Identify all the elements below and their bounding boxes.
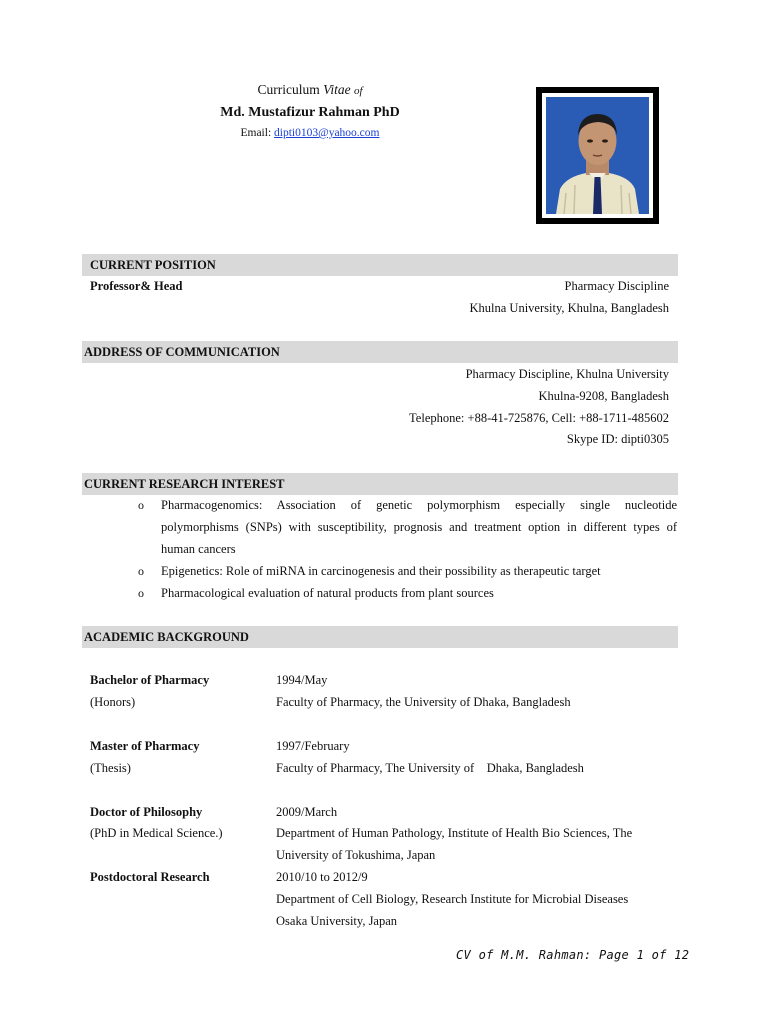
bullet-marker: o <box>138 498 144 512</box>
academic-bar <box>82 626 678 648</box>
degree-name: Bachelor of Pharmacy <box>90 673 210 687</box>
current-position-bar <box>82 254 678 276</box>
degree-detail: Department of Cell Biology, Research Institute for Microbial Diseases <box>276 892 629 906</box>
bullet-marker: o <box>138 586 144 600</box>
degree-name: Doctor of Philosophy <box>90 805 203 819</box>
degree-date: 2009/March <box>276 805 338 819</box>
degree-sub: (Thesis) <box>90 761 131 775</box>
position-line-1: Pharmacy Discipline <box>564 279 669 293</box>
cv-heading <box>0 82 620 99</box>
degree-detail: Faculty of Pharmacy, the University of Dhaka, Bangladesh <box>276 695 571 709</box>
research-item-1-line-1: Pharmacogenomics: Association of genetic polymorphism especially single nucleotide <box>161 498 677 512</box>
degree-detail: University of Tokushima, Japan <box>276 848 436 862</box>
current-position-title: CURRENT POSITION <box>90 258 216 272</box>
research-item-3: Pharmacological evaluation of natural products from plant sources <box>161 586 494 600</box>
research-title: CURRENT RESEARCH INTEREST <box>84 477 285 491</box>
research-item-1-line-3: human cancers <box>161 542 236 556</box>
vitae-label: Vitae <box>323 82 351 97</box>
degree-detail: Department of Human Pathology, Institute of Health Bio Sciences, The <box>276 826 633 840</box>
degree-detail: Osaka University, Japan <box>276 914 398 928</box>
degree-date: 1994/May <box>276 673 328 687</box>
address-title: ADDRESS OF COMMUNICATION <box>84 345 280 359</box>
degree-date: 2010/10 to 2012/9 <box>276 870 368 884</box>
research-item-2: Epigenetics: Role of miRNA in carcinogenesis and their possibility as therapeutic target <box>161 564 601 578</box>
degree-name: Master of Pharmacy <box>90 739 200 753</box>
degree-sub: (Honors) <box>90 695 136 709</box>
address-bar <box>82 341 678 363</box>
page-footer: CV of M.M. Rahman: Page 1 of 12 <box>456 948 690 962</box>
email-label: Email: <box>240 127 272 139</box>
cv-label: Curriculum <box>257 82 320 97</box>
email-line <box>0 127 620 139</box>
of-label: of <box>353 85 363 97</box>
address-line: Telephone: +88-41-725876, Cell: +88-1711-485602 <box>409 411 669 425</box>
profile-photo-mat <box>542 93 653 218</box>
degree-sub: (PhD in Medical Science.) <box>90 826 223 840</box>
profile-photo-illustration <box>546 97 649 214</box>
address-line: Pharmacy Discipline, Khulna University <box>465 367 669 381</box>
position-role: Professor& Head <box>90 279 183 293</box>
document-header <box>0 82 620 139</box>
academic-title: ACADEMIC BACKGROUND <box>84 630 249 644</box>
degree-date: 1997/February <box>276 739 350 753</box>
address-line: Skype ID: dipti0305 <box>566 432 669 446</box>
email-link[interactable]: dipti0103@yahoo.com <box>274 127 380 139</box>
position-line-2: Khulna University, Khulna, Bangladesh <box>469 301 669 315</box>
profile-photo-frame <box>536 87 659 224</box>
person-name: Md. Mustafizur Rahman PhD <box>220 105 400 120</box>
degree-detail: Faculty of Pharmacy, The University of Dhaka, Bangladesh <box>276 761 584 775</box>
profile-photo <box>546 97 649 214</box>
bullet-marker: o <box>138 564 144 578</box>
research-item-1-line-2: polymorphisms (SNPs) with susceptibility, prognosis and treatment option in different types of <box>161 520 677 534</box>
research-bar <box>82 473 678 495</box>
degree-name: Postdoctoral Research <box>90 870 210 884</box>
address-line: Khulna-9208, Bangladesh <box>538 389 669 403</box>
